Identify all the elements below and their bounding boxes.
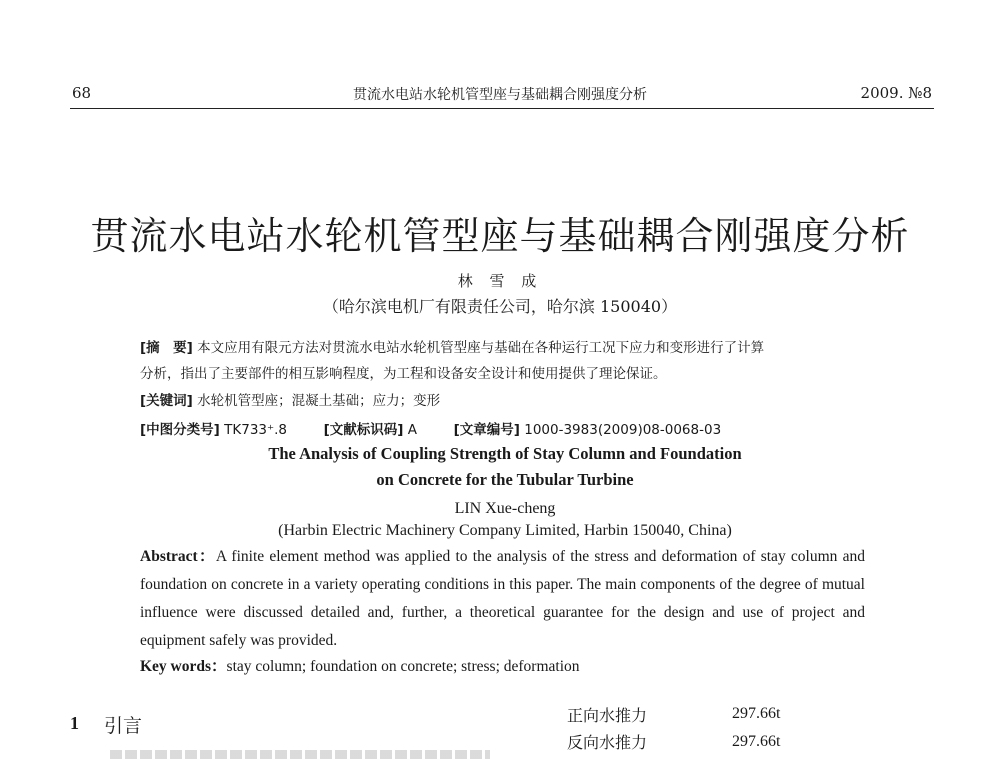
param-value: 297.66t: [732, 705, 781, 722]
abstract-cn-label: [摘 要]: [140, 340, 193, 356]
clc-label: [中图分类号]: [140, 422, 220, 438]
page-number: 68: [72, 84, 92, 102]
abstract-cn-text1: 本文应用有限元方法对贯流水电站水轮机管型座与基础在各种运行工况下应力和变形进行了计算: [197, 340, 765, 356]
param-value: 297.66t: [732, 733, 781, 750]
article-no-value: 1000-3983(2009)08-0068-03: [524, 422, 722, 438]
paper-title: 贯流水电站水轮机管型座与基础耦合刚强度分析: [90, 214, 910, 258]
english-author: LIN Xue-cheng: [454, 500, 556, 517]
affiliation-cn: （哈尔滨电机厂有限责任公司，哈尔滨 150040）: [322, 297, 678, 316]
section-title: 引言: [104, 715, 143, 737]
article-no-label: [文章编号]: [453, 422, 520, 438]
keywords-cn-text: 水轮机管型座；混凝土基础；应力；变形: [197, 393, 441, 409]
english-affiliation: (Harbin Electric Machinery Company Limited, Harbin 150040, China): [278, 522, 732, 539]
abstract-cn-line1: [140, 336, 880, 356]
english-abstract-text: A finite element method was applied to the analysis of the stress and deformation of stay column and foundation on concrete in a variety operating conditions in this paper. The main components of the degree of mutual influence were discussed detailed and, further, a theoretical guarantee for the design and use of project and equipment safely was provided.: [140, 548, 865, 649]
clc-value: TK733⁺.8: [224, 422, 288, 438]
english-keywords: [140, 654, 580, 676]
cut-off-body-text: [110, 750, 490, 759]
english-abstract: [140, 543, 865, 655]
english-abstract-label: Abstract：: [140, 548, 216, 565]
english-title-line2: on Concrete for the Tubular Turbine: [376, 470, 634, 489]
english-keywords-text: stay column; foundation on concrete; stress; deformation: [226, 658, 580, 675]
section-number: 1: [70, 713, 79, 733]
classification-line: [140, 418, 880, 438]
english-keywords-label: Key words：: [140, 658, 227, 675]
param-name: 正向水推力: [567, 706, 648, 725]
author-cn: 林 雪 成: [457, 272, 543, 290]
running-title: 贯流水电站水轮机管型座与基础耦合刚强度分析: [353, 87, 647, 103]
keywords-cn-label: [关键词]: [140, 393, 193, 409]
doc-code-label: [文献标识码]: [323, 422, 404, 438]
keywords-cn: [140, 389, 880, 409]
issue-number: 2009. №8: [860, 84, 932, 102]
english-title-line1: The Analysis of Coupling Strength of Stay Column and Foundation: [268, 444, 742, 463]
doc-code-value: A: [407, 422, 417, 438]
param-name: 反向水推力: [567, 733, 648, 752]
header-rule: [70, 108, 934, 109]
abstract-cn-line2: 分析，指出了主要部件的相互影响程度，为工程和设备安全设计和使用提供了理论保证。: [140, 366, 667, 382]
